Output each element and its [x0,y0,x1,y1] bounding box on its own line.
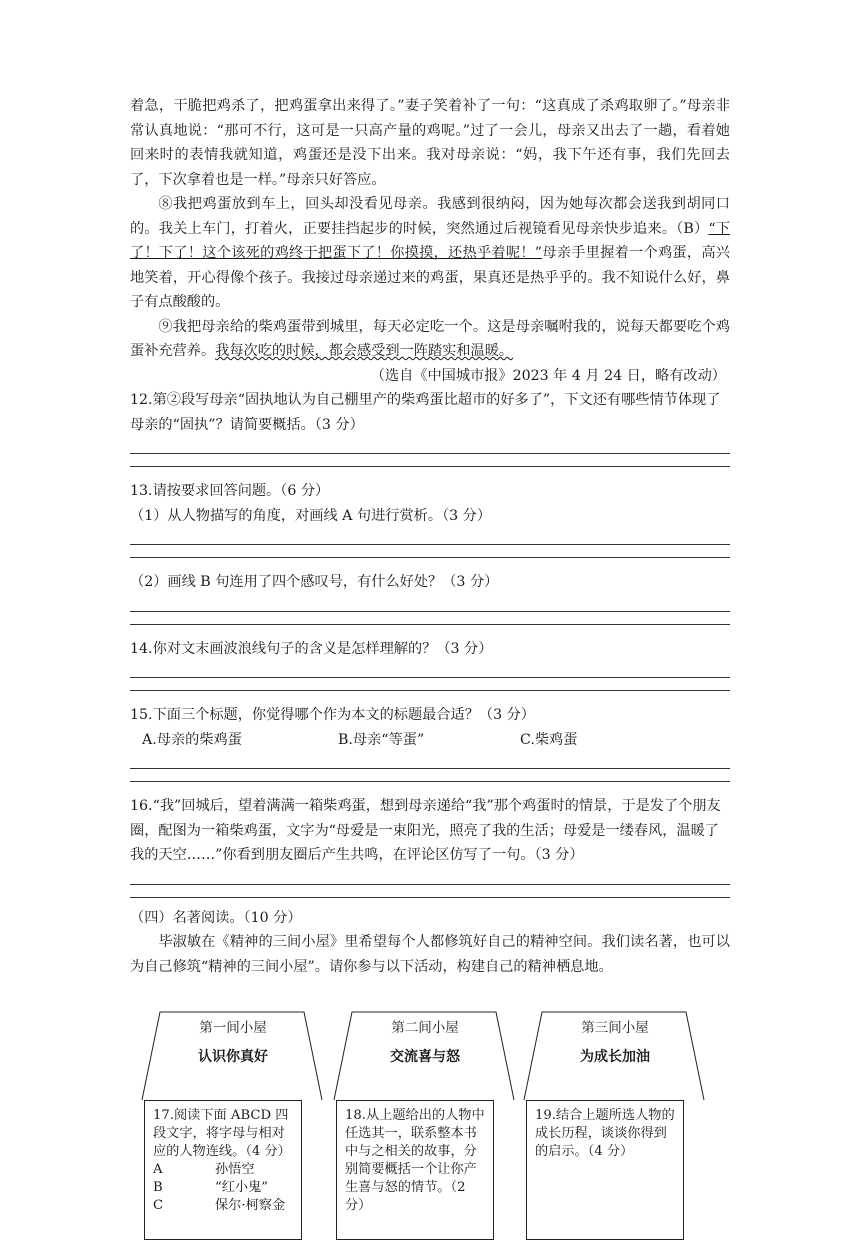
question-13-1: （1）从人物描写的角度，对画线 A 句进行赏析。（3 分） [130,507,492,524]
question-12: 12.第②段写母亲“固执地认为自己棚里产的柴鸡蛋比超市的好多了”，下文还有哪些情节体现了母亲的“固执”？请简要概括。（3 分） [130,392,721,433]
question-19-box [526,1100,684,1240]
question-15: 15.下面三个标题，你觉得哪个作为本文的标题最合适？（3 分） [130,707,535,723]
question-14: 14.你对文末画波浪线句子的含义是怎样理解的？（3 分） [130,640,493,657]
house-1 [140,1010,326,1216]
question-13-2: （2）画线 B 句连用了四个感叹号，有什么好处？（3 分） [130,574,499,590]
passage-paragraph-9: ⑨我把母亲给的柴鸡蛋带到城里，每天必定吃一个。这是母亲嘱咐我的，说每天都要吃个鸡蛋补充营养。我每次吃的时候，都会感受到一阵踏实和温暖。 [130,318,730,359]
question-13: 13.请按要求回答问题。（6 分） [130,483,330,499]
option-c[interactable]: C.柴鸡蛋 [520,731,578,748]
section-4-intro: 毕淑敏在《精神的三间小屋》里希望每个人都修筑好自己的精神空间。我们读名著，也可以为自己修筑“精神的三间小屋”。请你参与以下活动，构建自己的精神栖息地。 [130,934,730,975]
house-2 [332,1010,518,1216]
passage-paragraph-8: ⑧我把鸡蛋放到车上，回头却没看见母亲。我感到很纳闷，因为她每次都会送我到胡同口的。我关上车门，打着火，正要挂挡起步的时候，突然通过后视镜看见母亲快步追来。（B）“下了！下了！这个该死的鸡终于把蛋下了！你摸摸，还热乎着呢！”母亲手里握着一个鸡蛋，高兴地笑着，开心得像个孩子。我接过母亲递过来的鸡蛋，果真还是热乎乎的。我不知说什么好，鼻子有点酸酸的。 [130,196,730,310]
house-title: 为成长加油 [580,1049,650,1065]
question-17-box [144,1100,302,1240]
question-18: 18.从上题给出的人物中任选其一，联系整本书中与之相关的故事，分别简要概括一个让你产生喜与怒的情节。（2 分） [345,1108,485,1213]
option-b[interactable]: B.母亲“等蛋” [338,731,425,748]
question-18-box [336,1100,494,1240]
answer-line[interactable] [130,677,730,678]
section-4-heading: （四）名著阅读。（10 分） [130,909,302,926]
answer-line[interactable] [130,466,730,467]
house-subtitle: 第一间小屋 [199,1020,267,1036]
match-pair[interactable]: B “红小鬼” [153,1180,269,1195]
answer-line[interactable] [130,768,730,769]
option-a[interactable]: A.母亲的柴鸡蛋 [142,731,242,748]
passage-paragraph: 着急，干脆把鸡杀了，把鸡蛋拿出来得了。”妻子笑着补了一句：“这真成了杀鸡取卵了。”母亲非常认真地说：“那可不行，这可是一只高产量的鸡呢。”过了一会儿，母亲又出去了一趟，看着她回来时的表情我就知道，鸡蛋还是没下出来。我对母亲说：“妈，我下午还有事，我们先回去了，下次拿着也是一样。”母亲只好答应。 [130,98,730,188]
answer-line[interactable] [130,781,730,782]
answer-line[interactable] [130,897,730,898]
match-pair[interactable]: A 孙悟空 [153,1162,255,1177]
answer-line[interactable] [130,884,730,885]
house-subtitle: 第三间小屋 [581,1020,649,1036]
question-17: 17.阅读下面 ABCD 四段文字，将字母与相对应的人物连线。（4 分） [153,1108,291,1159]
answer-line[interactable] [130,690,730,691]
exam-page [130,94,730,979]
question-15-options [142,728,730,753]
house-title: 认识你真好 [198,1049,268,1065]
answer-line[interactable] [130,544,730,545]
wavy-line-sentence: 我每次吃的时候，都会感受到一阵踏实和温暖。 [215,343,514,359]
house-3 [522,1010,708,1216]
house-title: 交流喜与怒 [390,1049,460,1065]
answer-line[interactable] [130,557,730,558]
answer-line[interactable] [130,624,730,625]
answer-line[interactable] [130,611,730,612]
underlined-sentence-b: “下了！下了！这个该死的鸡终于把蛋下了！你摸摸，还热乎着呢！” [130,220,730,261]
question-19: 19.结合上题所选人物的成长历程，谈谈你得到的启示。（4 分） [535,1108,675,1159]
answer-line[interactable] [130,453,730,454]
house-subtitle: 第二间小屋 [391,1020,459,1036]
match-pair[interactable]: C 保尔·柯察金 [153,1198,286,1213]
passage-source: （选自《中国城市报》2023 年 4 月 24 日，略有改动） [370,367,726,384]
three-rooms-diagram [140,1010,730,1216]
question-16: 16.“我”回城后，望着满满一箱柴鸡蛋，想到母亲递给“我”那个鸡蛋时的情景，于是发了个朋友圈，配图为一箱柴鸡蛋，文字为“母爱是一束阳光，照亮了我的生活；母爱是一缕春风，温暖了我的天空……”你看到朋友圈后产生共鸣，在评论区仿写了一句。（3 分） [130,798,721,863]
